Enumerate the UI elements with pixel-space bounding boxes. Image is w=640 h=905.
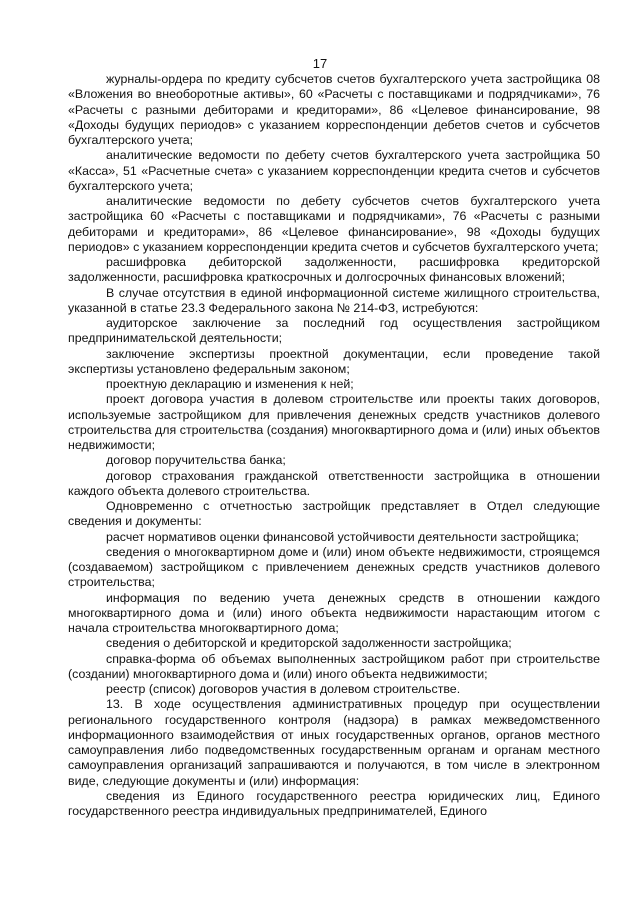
paragraph: расшифровка дебиторской задолженности, расшифровка кредиторской задолженности, расшифровка краткосрочных и долгосрочных финансовых вложений;	[68, 255, 600, 285]
paragraph: В случае отсутствия в единой информационной системе жилищного строительства, указанной в статье 23.3 Федерального закона № 214-ФЗ, истребуются:	[68, 285, 600, 315]
paragraph: расчет нормативов оценки финансовой устойчивости деятельности застройщика;	[106, 529, 579, 544]
paragraph: 13. В ходе осуществления административных процедур при осуществлении регионального государственного контроля (надзора) в рамках межведомственного информационного взаимодействия от иных государственных органов, органов местного самоуправления либо подведомственных государственным органам и органам местного самоуправления организаций запрашиваются и получаются, в том числе в электронном виде, следующие документы и (или) информация:	[68, 697, 600, 788]
paragraph: реестр (список) договоров участия в долевом строительстве.	[106, 682, 461, 696]
page-number: 17	[312, 56, 328, 71]
paragraph: сведения из Единого государственного реестра юридических лиц, Единого государственного реестра индивидуальных предпринимателей, Единого	[68, 788, 600, 818]
paragraph: журналы-ордера по кредиту субсчетов счетов бухгалтерского учета застройщика 08 «Вложения во внеоборотные активы», 60 «Расчеты с поставщиками и подрядчиками», 76 «Расчеты с разными дебиторами и кредиторами», 86 «Целевое финансирование, 98 «Доходы будущих периодов» с указанием корреспонденции дебетов счетов и субсчетов бухгалтерского учета;	[68, 72, 600, 147]
paragraph: проект договора участия в долевом строительстве или проекты таких договоров, используемые застройщиком для привлечения денежных средств участников долевого строительства для строительства (создания) многоквартирного дома и (или) иных объектов недвижимости;	[68, 392, 600, 452]
paragraph: сведения о дебиторской и кредиторской задолженности застройщика;	[106, 636, 512, 651]
paragraph: справка-форма об объемах выполненных застройщиком работ при строительстве (создании) многоквартирного дома и (или) иного объекта недвижимости;	[68, 651, 600, 681]
paragraph: заключение экспертизы проектной документации, если проведение такой экспертизы установлено федеральным законом;	[68, 346, 600, 376]
paragraph: сведения о многоквартирном доме и (или) ином объекте недвижимости, строящемся (создаваемом) застройщиком с привлечением денежных средств участников долевого строительства;	[68, 544, 600, 590]
paragraph: проектную декларацию и изменения к ней;	[106, 377, 354, 391]
paragraph: аналитические ведомости по дебету счетов бухгалтерского учета застройщика 50 «Касса», 51 «Расчетные счета» с указанием корреспонденции кредита счетов и субсчетов бухгалтерского учета;	[68, 148, 600, 193]
paragraph: аналитические ведомости по дебету субсчетов счетов бухгалтерского учета застройщика 60 «Расчеты с поставщиками и подрядчиками», 76 «Расчеты с разными дебиторами и кредиторами», 86 «Целевое финансирование», 98 «Доходы будущих периодов» с указанием корреспонденции кредита счетов и субсчетов бухгалтерского учета;	[68, 194, 600, 254]
paragraph: договор страхования гражданской ответственности застройщика в отношении каждого объекта долевого строительства.	[68, 468, 600, 498]
paragraph: информация по ведению учета денежных средств в отношении каждого многоквартирного дома и (или) иного объекта недвижимости нарастающим итогом с начала строительства многоквартирного дома;	[68, 590, 600, 635]
paragraph: аудиторское заключение за последний год осуществления застройщиком предпринимательской деятельности;	[68, 316, 600, 346]
paragraph: договор поручительства банка;	[106, 453, 286, 468]
document-body	[68, 72, 600, 819]
paragraph: Одновременно с отчетностью застройщик представляет в Отдел следующие сведения и документы:	[68, 499, 600, 529]
